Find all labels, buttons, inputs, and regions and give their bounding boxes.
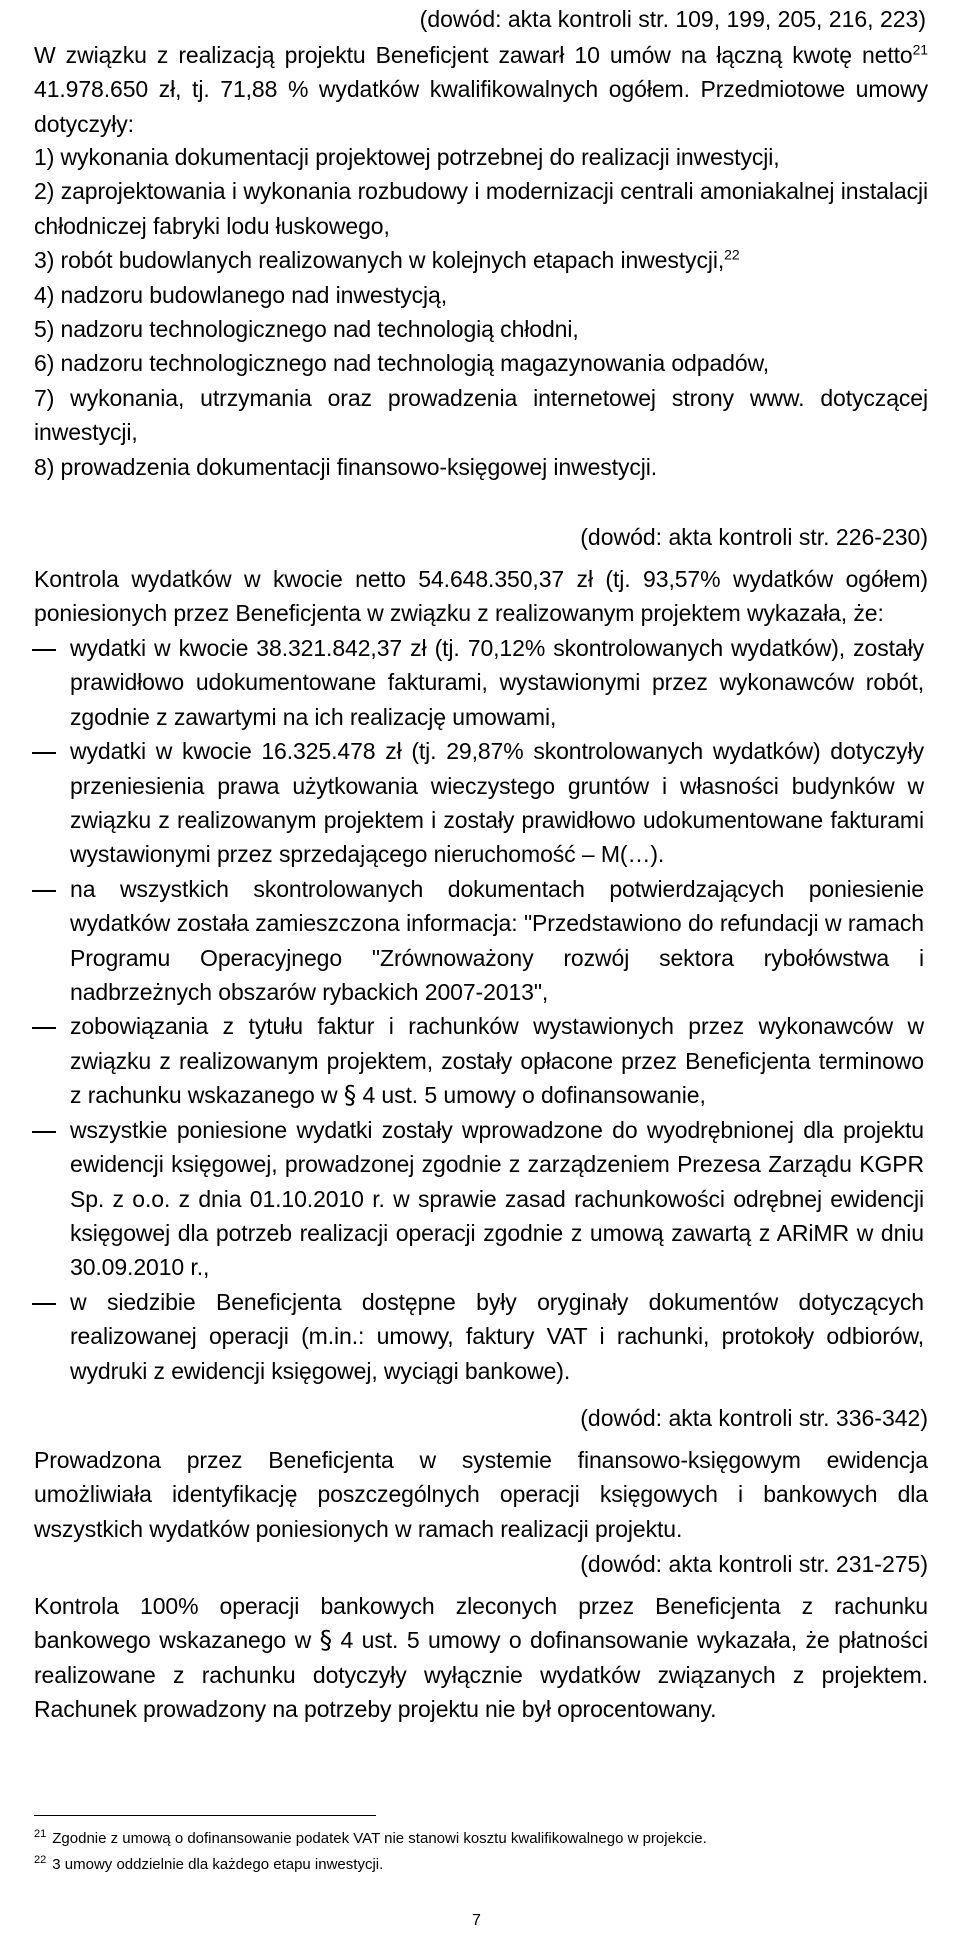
- numbered-list: [34, 140, 928, 484]
- list-item-text: 6) nadzoru technologicznego nad technologią magazynowania odpadów,: [34, 350, 770, 377]
- list-item: [34, 450, 928, 484]
- footnote-ref-21[interactable]: 21: [912, 41, 928, 58]
- list-item: [30, 631, 924, 734]
- source-citation: (dowód: akta kontroli str. 336-342): [580, 1405, 928, 1431]
- section-mark: §: [343, 1080, 357, 1110]
- dash-list: [30, 631, 924, 1388]
- list-item: [34, 381, 928, 450]
- footnote-22: [34, 1852, 954, 1878]
- list-item: [30, 734, 924, 872]
- list-item: [34, 174, 928, 243]
- source-block-1: [34, 520, 928, 554]
- ewidencja-paragraph: [34, 1443, 928, 1546]
- source-citation: (dowód: akta kontroli str. 226-230): [580, 524, 928, 550]
- footnote-text: Zgodnie z umową o dofinansowanie podatek VAT nie stanowi kosztu kwalifikowalnego w projekcie.: [52, 1830, 707, 1847]
- list-item-text: zobowiązania z tytułu faktur i rachunków wystawionych przez wykonawców w związku z realizowanym projektem, zostały opłacone przez Beneficjenta terminowo z rachunku wskazanego w: [70, 1013, 924, 1109]
- source-citation: (dowód: akta kontroli str. 109, 199, 205, 216, 223): [419, 6, 926, 32]
- list-item-text: 4) nadzoru budowlanego nad inwestycją,: [34, 281, 448, 308]
- intro-text: W związku z realizacją projektu Beneficjent zawarł 10 umów na łączną kwotę netto: [34, 42, 913, 68]
- list-item-text: wszystkie poniesione wydatki zostały wprowadzone do wyodrębnionej dla projektu ewidencji księgowej, prowadzonej zgodnie z zarządzeniem Prezesa Zarządu KGPR Sp. z o.o. z dnia 01.10.2010 r. w sprawie zasad rachunkowości odrębnej ewidencji księgowej dla potrzeb realizacji operacji zgodnie z umową zawartą z ARiMR w dniu 30.09.2010 r.,: [70, 1116, 924, 1281]
- footnotes: [34, 1826, 954, 1878]
- list-item: [34, 243, 928, 277]
- footnote-divider: [34, 1815, 376, 1816]
- source-citation: (dowód: akta kontroli str. 231-275): [580, 1551, 928, 1577]
- bank-paragraph: [34, 1589, 928, 1727]
- footnote-21: [34, 1826, 954, 1852]
- list-item-text: 3) robót budowlanych realizowanych w kolejnych etapach inwestycji,: [34, 247, 725, 274]
- list-item: [34, 140, 928, 174]
- list-item-text-cont: 4 ust. 5 umowy o dofinansowanie,: [356, 1082, 706, 1109]
- list-item-text: 5) nadzoru technologicznego nad technologią chłodni,: [34, 316, 579, 343]
- kontrola-paragraph: [34, 562, 928, 631]
- source-block-2: [34, 1401, 928, 1435]
- list-item-text: wydatki w kwocie 16.325.478 zł (tj. 29,87% skontrolowanych wydatków) dotyczyły przeniesienia prawa użytkowania wieczystego gruntów i własności budynków w związku z realizowanym projektem i zostały prawidłowo udokumentowane fakturami wystawionymi przez sprzedającego nieruchomość – M(…).: [70, 738, 924, 868]
- list-item: [34, 346, 928, 380]
- source-block-3: [34, 1547, 928, 1581]
- list-item: [34, 312, 928, 346]
- footnote-number: 22: [34, 1854, 47, 1866]
- kontrola-text: Kontrola wydatków w kwocie netto 54.648.350,37 zł (tj. 93,57% wydatków ogółem) poniesionych przez Beneficjenta w związku z realizowanym projektem wykazała, że:: [34, 566, 928, 627]
- list-item: [34, 278, 928, 312]
- paragraph-text: Kontrola 100% operacji bankowych zleconych przez Beneficjenta z rachunku bankowego wskazanego w: [34, 1593, 928, 1654]
- list-item-text: 1) wykonania dokumentacji projektowej potrzebnej do realizacji inwestycji,: [34, 144, 780, 170]
- list-item-text: 7) wykonania, utrzymania oraz prowadzenia internetowej strony www. dotyczącej inwestycji,: [34, 384, 928, 446]
- list-item-text: 2) zaprojektowania i wykonania rozbudowy i modernizacji centrali amoniakalnej instalacji chłodniczej fabryki lodu łuskowego,: [34, 178, 928, 239]
- list-item-text: wydatki w kwocie 38.321.842,37 zł (tj. 70,12% skontrolowanych wydatków), zostały prawidłowo udokumentowane fakturami, wystawionymi przez wykonawców robót, zgodnie z zawartymi na ich realizację umowami,: [70, 635, 924, 730]
- list-item: [30, 1113, 924, 1285]
- header-source-block: [34, 2, 960, 36]
- list-item: [30, 1009, 924, 1112]
- footnote-ref-22[interactable]: 22: [724, 246, 740, 263]
- section-mark: §: [319, 1625, 332, 1655]
- list-item: [30, 1285, 924, 1388]
- page-number: 7: [472, 1912, 481, 1929]
- list-item-text: w siedzibie Beneficjenta dostępne były oryginały dokumentów dotyczących realizowanej operacji (m.in.: umowy, faktury VAT i rachunki, protokoły odbiorów, wydruki z ewidencji księgowej, wyciągi bankowe).: [70, 1288, 924, 1384]
- paragraph-text-cont: 4 ust. 5 umowy o dofinansowanie wykazała, że płatności realizowane z rachunku dotyczyły wyłącznie wydatków związanych z projektem. Rachunek prowadzony na potrzeby projektu nie był oprocentowany.: [34, 1627, 928, 1723]
- paragraph-text: Prowadzona przez Beneficjenta w systemie finansowo-księgowym ewidencja umożliwiała identyfikację poszczególnych operacji księgowych i bankowych dla wszystkich wydatków poniesionych w ramach realizacji projektu.: [34, 1447, 928, 1542]
- footnote-number: 21: [34, 1828, 47, 1840]
- list-item-text: 8) prowadzenia dokumentacji finansowo-księgowej inwestycji.: [34, 453, 658, 480]
- list-item-text: na wszystkich skontrolowanych dokumentach potwierdzających poniesienie wydatków została zamieszczona informacja: "Przedstawiono do refundacji w ramach Programu Operacyjnego "Zrównoważony rozwój sektora rybołówstwa i nadbrzeżnych obszarów rybackich 2007-2013",: [70, 875, 924, 1006]
- intro-paragraph: [34, 38, 928, 141]
- footnote-text: 3 umowy oddzielnie dla każdego etapu inwestycji.: [52, 1856, 384, 1873]
- list-item: [30, 872, 924, 1010]
- intro-text-cont: 41.978.650 zł, tj. 71,88 % wydatków kwalifikowalnych ogółem. Przedmiotowe umowy dotyczyły:: [34, 76, 928, 137]
